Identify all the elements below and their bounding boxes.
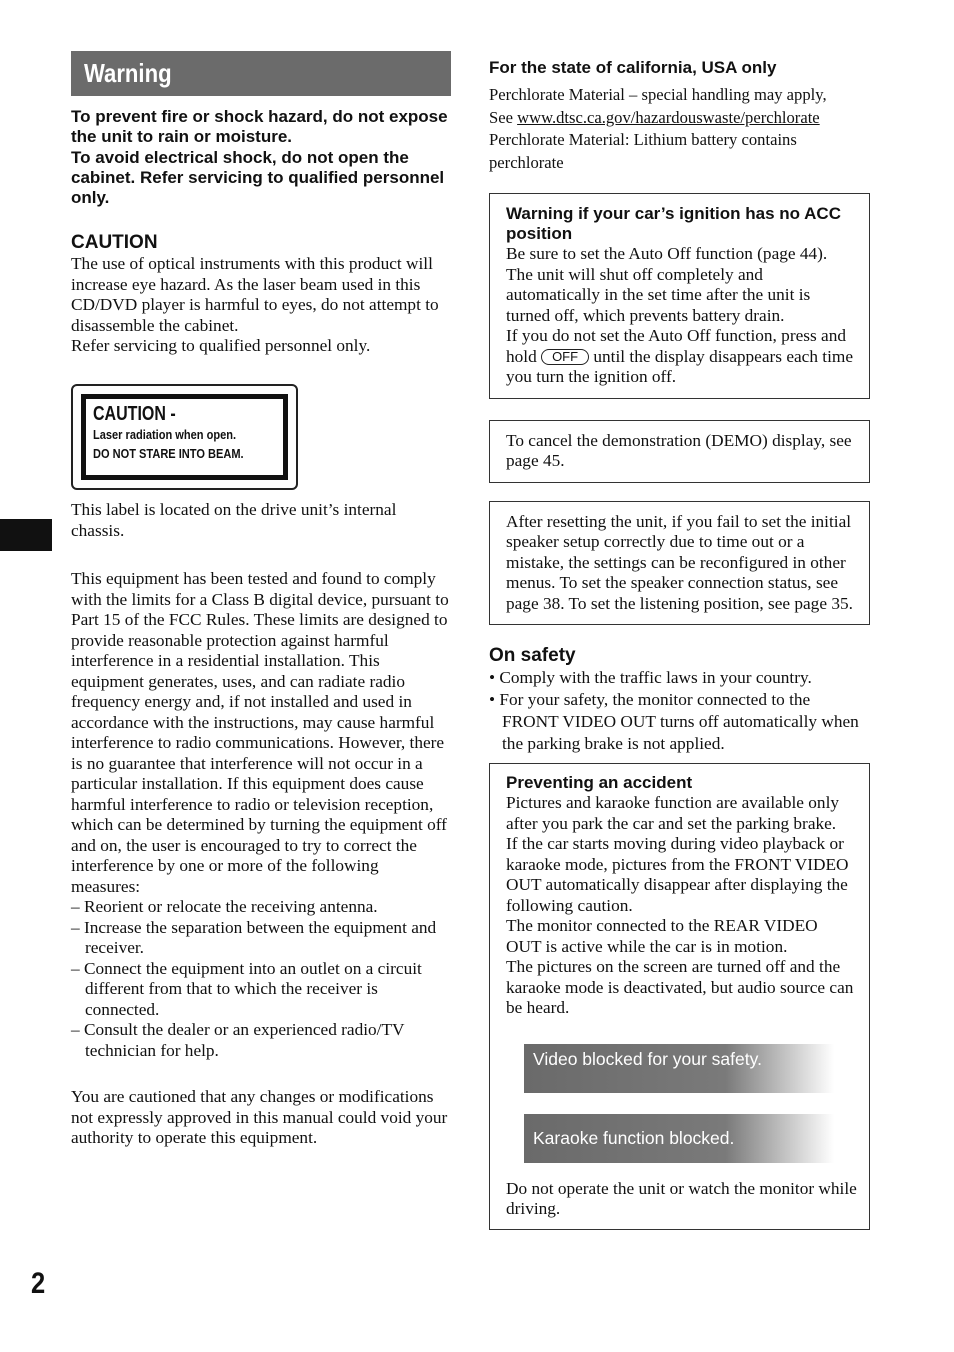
accident-text2: If the car starts moving during video playback or karaoke mode, pictures from the FRONT VIDEO OUT automatically disappear after displaying the following caution. (506, 834, 849, 915)
ignition-text1: Be sure to set the Auto Off function (page 44). (506, 244, 828, 263)
accident-box (489, 763, 870, 1230)
california-text (489, 84, 870, 174)
accident-text3: The monitor connected to the REAR VIDEO OUT is active while the car is in motion. (506, 916, 818, 956)
left-column-lower (71, 500, 451, 1149)
reset-text: After resetting the unit, if you fail to set the initial speaker setup correctly due to time out or a mistake, the settings can be reconfigured in other menus. To set the speaker connection status, see page 38. To set the listening position, see page 35. (506, 511, 853, 613)
laser-label-title: CAUTION - (93, 403, 176, 425)
safety-bullet: • For your safety, the monitor connected to the FRONT VIDEO OUT turns off automatically when the parking brake is not applied. (489, 690, 859, 753)
safety-bullet: • Comply with the traffic laws in your country. (489, 668, 812, 687)
accident-text1: Pictures and karaoke function are available only after you park the car and set the parking brake. (506, 793, 840, 833)
caution-servicing: Refer servicing to qualified personnel only. (71, 336, 371, 356)
laser-label-line2: DO NOT STARE INTO BEAM. (93, 446, 244, 461)
demo-text: To cancel the demonstration (DEMO) display, see page 45. (506, 430, 852, 470)
fcc-text: This equipment has been tested and found to comply with the limits for a Class B digital device, pursuant to Part 15 of the FCC Rules. These limits are designed to provide reasonable protection against harmful interference in a residential installation. This equipment generates, uses, and can radiate radio frequency energy and, if not installed and used in accordance with the instructions, may cause harmful interference to radio communications. However, there is no guarantee that interference will not occur in a particular installation. If this equipment does cause harmful interference to radio or television reception, which can be determined by turning the equipment off and on, the user is encouraged to try to correct the interference by one or more of the following measures: (71, 569, 449, 896)
warning-shock: To avoid electrical shock, do not open the cabinet. Refer servicing to qualified personnel only. (71, 147, 445, 208)
left-column (71, 51, 451, 357)
measure-item: – Consult the dealer or an experienced radio/TV technician for help. (71, 1020, 405, 1060)
measure-item: – Connect the equipment into an outlet on a circuit different from that to which the receiver is connected. (71, 958, 422, 1019)
karaoke-blocked-panel: Karaoke function blocked. (524, 1114, 834, 1163)
section-tab (0, 519, 52, 551)
warning-fire: To prevent fire or shock hazard, do not expose the unit to rain or moisture. (71, 107, 448, 147)
caution-text: The use of optical instruments with this product will increase eye hazard. As the laser beam used in this CD/DVD player is harmful to eyes, do not attempt to disassemble the cabinet. (71, 254, 439, 335)
video-blocked-panel: Video blocked for your safety. (524, 1044, 834, 1093)
california-see: See (489, 107, 518, 127)
label-location-text: This label is located on the drive unit’s internal chassis. (71, 500, 397, 540)
ignition-text3-after: until the display disappears each time you turn the ignition off. (506, 346, 854, 386)
off-button[interactable]: OFF (541, 349, 589, 365)
modifications-text: You are cautioned that any changes or modifications not expressly approved in this manual could void your authority to operate this equipment. (71, 1087, 448, 1147)
laser-label-inner (81, 394, 288, 480)
accident-footer: Do not operate the unit or watch the monitor while driving. (506, 1178, 857, 1218)
ignition-warning-box (489, 193, 870, 399)
laser-caution-label (71, 384, 298, 490)
laser-label-line1: Laser radiation when open. (93, 427, 237, 442)
ignition-text3 (506, 326, 857, 388)
california-line1: Perchlorate Material – special handling may apply, (489, 85, 827, 104)
demo-box (489, 420, 870, 483)
ignition-text3-before: If you do not set the Auto Off function, press and hold (506, 326, 846, 366)
california-line3: Perchlorate Material: Lithium battery contains perchlorate (489, 130, 797, 172)
page-title: Warning (84, 58, 172, 88)
ignition-heading: Warning if your car’s ignition has no ACC position (506, 204, 841, 243)
safety-heading: On safety (489, 645, 576, 666)
page-number: 2 (31, 1267, 46, 1300)
reset-box (489, 501, 870, 626)
accident-heading: Preventing an accident (506, 773, 693, 792)
right-column (489, 58, 870, 1230)
california-heading: For the state of california, USA only (489, 58, 777, 77)
accident-text4: The pictures on the screen are turned off and the karaoke mode is deactivated, but audio source can be heard. (506, 957, 854, 1017)
measure-item: – Reorient or relocate the receiving antenna. (71, 897, 378, 916)
perchlorate-link[interactable]: www.dtsc.ca.gov/hazardouswaste/perchlorate (517, 107, 820, 127)
page-title-bar (71, 51, 451, 96)
caution-heading: CAUTION (71, 232, 158, 254)
ignition-text2: The unit will shut off completely and automatically in the set time after the unit is turned off, which prevents battery drain. (506, 264, 811, 325)
measure-item: – Increase the separation between the equipment and receiver. (71, 917, 437, 957)
